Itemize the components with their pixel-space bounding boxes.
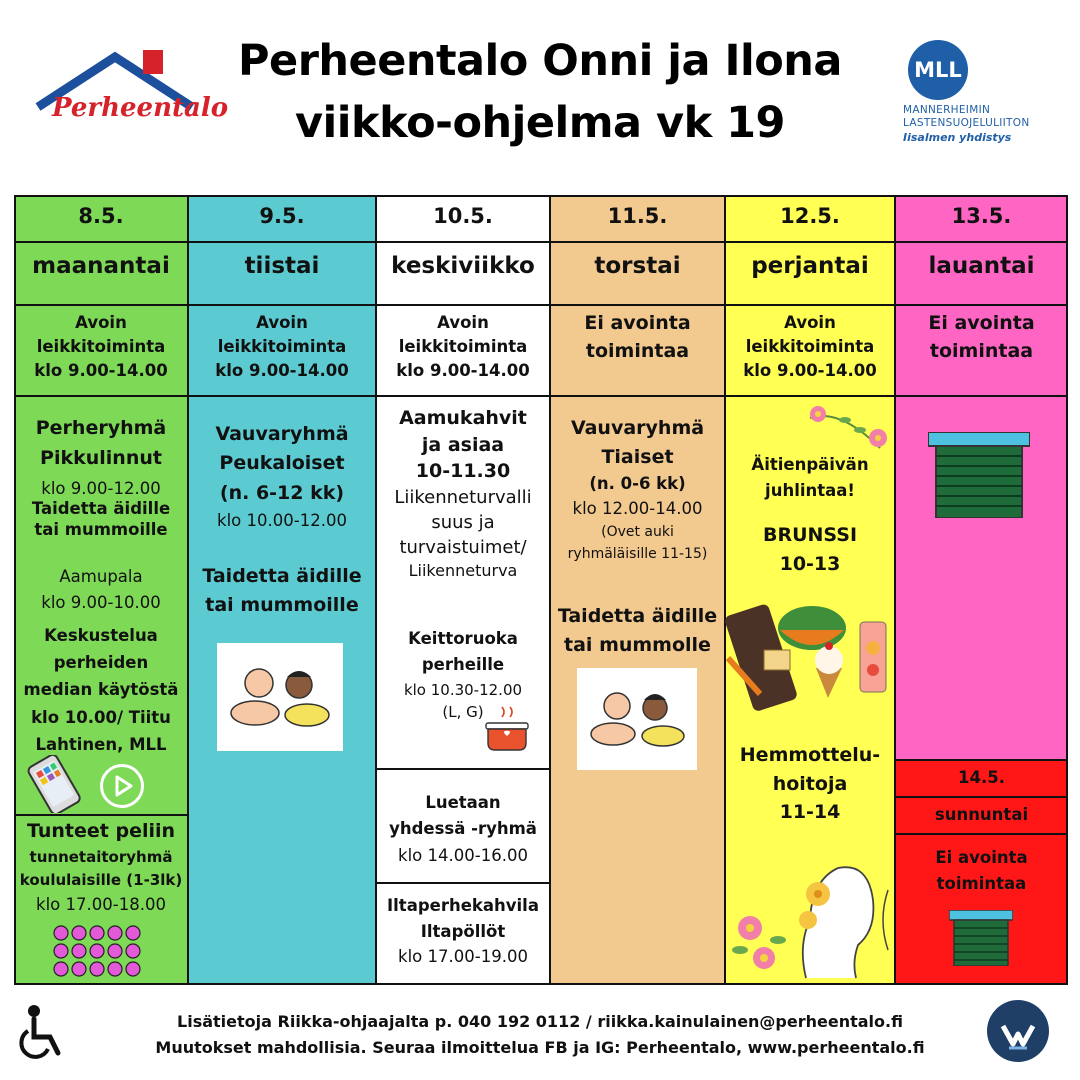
wed-reading-group: [376, 790, 550, 869]
text: Vauvaryhmä: [570, 417, 705, 439]
text: Avoin: [784, 313, 836, 332]
text: Ei avointa: [935, 848, 1028, 867]
text: 10-13: [779, 552, 841, 575]
text: Iltaperhekahvila: [387, 896, 539, 915]
row-divider: [895, 833, 1068, 835]
thu-baby-group: [550, 414, 725, 566]
mon-breakfast: [14, 564, 188, 617]
brunch-food-illustration: [720, 598, 910, 718]
text: juhlintaa!: [765, 480, 855, 500]
text: perheille: [421, 655, 505, 675]
sat-closed: [895, 310, 1068, 365]
text: Keittoruoka: [408, 629, 518, 648]
fri-open-play: [725, 311, 895, 383]
row-divider: [376, 882, 550, 884]
text: Lahtinen, MLL: [35, 734, 167, 754]
text: klo 9.00-12.00: [41, 478, 161, 498]
text: Aamupala: [59, 567, 143, 586]
wed-evening-cafe: [376, 893, 550, 971]
text: klo 17.00-18.00: [36, 894, 166, 914]
page-title-line2: viikko-ohjelma vk 19: [295, 98, 785, 148]
date-fri: 12.5.: [780, 204, 840, 228]
babies-illustration: [577, 668, 697, 770]
row-divider: [895, 796, 1068, 798]
row-divider: [14, 304, 1068, 306]
mll-badge: MLL: [908, 40, 968, 100]
text: Taidetta äidille: [202, 565, 362, 587]
text: klo 9.00-14.00: [396, 360, 530, 380]
text: Avoin: [437, 313, 489, 332]
babies-illustration: [217, 643, 343, 751]
row-divider: [376, 768, 550, 770]
mll-line1: MANNERHEIMIN: [903, 104, 991, 116]
closed-shutter-icon: [928, 432, 1030, 518]
text: klo 9.00-14.00: [743, 360, 877, 380]
text: BRUNSSI: [762, 524, 858, 546]
page-title-line1: Perheentalo Onni ja Ilona: [238, 36, 842, 86]
text: Äitienpäivän: [751, 455, 869, 474]
partner-logo-icon: [987, 1000, 1049, 1062]
text: ryhmäläisille 11-15): [567, 545, 708, 562]
text: Ei avointa: [584, 312, 691, 334]
perheentalo-logo: [30, 45, 229, 135]
text: hoitoja: [772, 772, 848, 795]
wheelchair-accessible-icon: [16, 1003, 68, 1063]
tue-art: [188, 562, 376, 621]
text: median käytöstä: [23, 680, 179, 700]
text: tai mummolle: [564, 634, 711, 657]
date-wed: 10.5.: [433, 204, 493, 228]
sun-closed: [895, 845, 1068, 898]
text: (n. 6-12 kk): [219, 481, 345, 504]
text: Liikenneturvalli: [394, 486, 532, 508]
sun-date: 14.5.: [958, 768, 1005, 787]
text: klo 10.00-12.00: [217, 511, 347, 531]
wed-morning-coffee: [376, 405, 550, 583]
row-divider: [895, 759, 1068, 761]
text: turvaistuimet/: [399, 537, 527, 559]
closed-shutter-icon: [949, 910, 1013, 966]
text: klo 12.00-14.00: [572, 499, 703, 519]
tue-baby-group: [188, 420, 376, 535]
text: tunnetaitoryhmä: [29, 847, 173, 866]
text: tai mummoille: [34, 519, 168, 539]
date-tue: 9.5.: [259, 204, 305, 228]
text: (Ovet auki: [601, 524, 674, 541]
text: klo 10.30-12.00: [403, 680, 523, 699]
day-thu: torstai: [594, 253, 681, 279]
text: toimintaa: [936, 874, 1027, 894]
phone-icon: [22, 755, 88, 813]
text: Iltapöllöt: [420, 921, 506, 941]
soup-pot-icon: [482, 703, 532, 753]
logo-text: Perheentalo: [52, 93, 229, 123]
text: Pikkulinnut: [40, 447, 162, 470]
wed-open-play: [376, 311, 550, 383]
text: klo 9.00-10.00: [41, 593, 161, 613]
text: Aamukahvit: [399, 407, 527, 429]
text: Luetaan: [425, 793, 501, 812]
day-sat: lauantai: [928, 253, 1035, 279]
text: 10-11.30: [415, 460, 511, 483]
day-mon: maanantai: [32, 253, 170, 279]
thu-closed: [550, 310, 725, 365]
text: Ei avointa: [928, 312, 1035, 334]
mll-logo: [895, 40, 1055, 150]
text: perheiden: [53, 653, 149, 673]
row-divider: [14, 395, 1068, 397]
text: klo 9.00-14.00: [34, 360, 168, 380]
text: toimintaa: [929, 339, 1034, 362]
text: leikkitoiminta: [217, 336, 347, 356]
text: Avoin: [256, 313, 308, 332]
text: Taidetta äidille: [31, 499, 171, 519]
text: ja asiaa: [421, 433, 505, 456]
mon-emotions-group: [14, 818, 188, 918]
thu-art: [550, 602, 725, 661]
mll-line3: Iisalmen yhdistys: [903, 131, 1012, 144]
emoji-faces-icon: [52, 924, 148, 978]
fri-pampering: [725, 741, 895, 827]
tue-open-play: [188, 311, 376, 383]
text: Hemmottelu-: [739, 744, 881, 766]
text: Tiaiset: [601, 445, 674, 468]
text: suus ja: [431, 511, 495, 533]
mon-media-talk: [14, 622, 188, 758]
text: Liikenneturva: [408, 561, 518, 581]
text: Avoin: [75, 313, 127, 332]
fri-mothers-day: [725, 452, 895, 503]
row-divider: [14, 814, 188, 816]
woman-flowers-illustration: [728, 850, 893, 982]
date-sat: 13.5.: [951, 204, 1012, 228]
day-tue: tiistai: [244, 253, 320, 279]
day-wed: keskiviikko: [391, 253, 535, 279]
text: Vauvaryhmä: [215, 423, 349, 445]
text: leikkitoiminta: [36, 336, 166, 356]
row-divider: [14, 241, 1068, 243]
text: klo 9.00-14.00: [215, 360, 349, 380]
text: leikkitoiminta: [398, 336, 528, 356]
day-fri: perjantai: [751, 253, 869, 279]
text: 11-14: [779, 801, 841, 823]
text: tai mummoille: [205, 594, 359, 617]
mon-family-group: [14, 413, 188, 540]
mll-line2: LASTENSUOJELULIITON: [903, 117, 1030, 129]
footer-contact: Lisätietoja Riikka-ohjaajalta p. 040 192 0112 / riikka.kainulainen@perheentalo.fi: [177, 1012, 903, 1031]
sun-day: sunnuntai: [934, 805, 1029, 824]
play-button-icon: [100, 764, 144, 808]
text: Taidetta äidille: [557, 605, 718, 627]
text: Peukaloiset: [219, 452, 345, 475]
text: klo 17.00-19.00: [398, 947, 528, 967]
text: klo 14.00-16.00: [398, 845, 528, 865]
text: yhdessä -ryhmä: [389, 819, 537, 839]
mon-open-play: [14, 311, 188, 383]
text: leikkitoiminta: [745, 336, 875, 356]
fri-brunch: [725, 521, 895, 578]
text: klo 10.00/ Tiitu: [31, 707, 171, 727]
text: toimintaa: [585, 339, 690, 362]
text: (L, G): [442, 703, 484, 722]
text: (n. 0-6 kk): [589, 474, 686, 493]
date-thu: 11.5.: [607, 204, 668, 228]
text: Keskustelua: [44, 626, 158, 645]
flower-decoration-icon: [800, 398, 895, 458]
text: Tunteet peliin: [26, 820, 176, 842]
footer-notice: Muutokset mahdollisia. Seuraa ilmoittelua FB ja IG: Perheentalo, www.perheentalo.fi: [155, 1038, 925, 1057]
date-mon: 8.5.: [78, 204, 124, 228]
text: Perheryhmä: [35, 417, 167, 439]
text: koululaisille (1-3lk): [19, 871, 183, 890]
